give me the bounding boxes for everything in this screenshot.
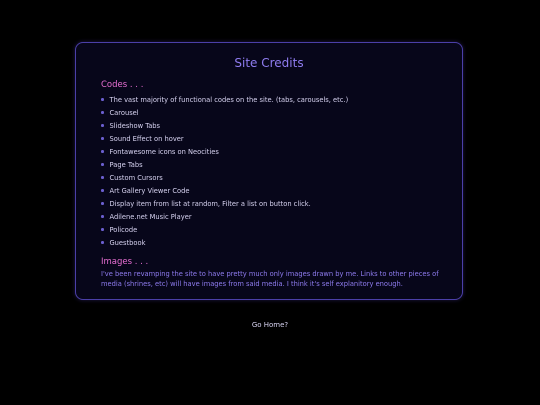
list-item[interactable] bbox=[101, 158, 348, 171]
images-description: I've been revamping the site to have pretty much only images drawn by me. Links to other pieces of media (shrines, etc) will have images from said media. I think it's self explanitory enough. bbox=[101, 270, 439, 288]
list-item-label: Carousel bbox=[109, 108, 139, 117]
list-item-label: Art Gallery Viewer Code bbox=[109, 186, 190, 195]
list-item-label: Custom Cursors bbox=[109, 173, 163, 182]
list-item-label: Guestbook bbox=[109, 238, 146, 247]
list-item[interactable] bbox=[101, 184, 348, 197]
list-item-label: Sound Effect on hover bbox=[109, 134, 184, 143]
list-item-label: Policode bbox=[109, 225, 138, 234]
list-item[interactable] bbox=[101, 119, 348, 132]
list-item-label: Adilene.net Music Player bbox=[109, 212, 192, 221]
list-item-label: Fontawesome icons on Neocities bbox=[109, 147, 219, 156]
list-item[interactable] bbox=[101, 210, 348, 223]
bullet-icon bbox=[101, 176, 104, 179]
list-item[interactable] bbox=[101, 223, 348, 236]
list-item-label: The vast majority of functional codes on the site. (tabs, carousels, etc.) bbox=[109, 95, 349, 104]
codes-heading: Codes . . . bbox=[101, 80, 144, 90]
bullet-icon bbox=[101, 137, 104, 140]
bullet-icon bbox=[101, 150, 104, 153]
list-item[interactable] bbox=[101, 106, 348, 119]
bullet-icon bbox=[101, 189, 104, 192]
list-item-label: Slideshow Tabs bbox=[109, 121, 161, 130]
go-home-link[interactable]: Go Home? bbox=[251, 321, 289, 329]
list-item-label: Page Tabs bbox=[109, 160, 143, 169]
list-item[interactable] bbox=[101, 197, 348, 210]
bullet-icon bbox=[101, 215, 104, 218]
codes-list bbox=[101, 93, 348, 249]
bullet-icon bbox=[101, 163, 104, 166]
list-item[interactable] bbox=[101, 171, 348, 184]
list-item[interactable] bbox=[101, 93, 348, 106]
bullet-icon bbox=[101, 228, 104, 231]
list-item-label: Display item from list at random, Filter a list on button click. bbox=[109, 199, 311, 208]
bullet-icon bbox=[101, 124, 104, 127]
list-item[interactable] bbox=[101, 145, 348, 158]
credits-panel bbox=[75, 42, 463, 300]
bullet-icon bbox=[101, 98, 104, 101]
bullet-icon bbox=[101, 111, 104, 114]
page-title: Site Credits bbox=[234, 56, 304, 70]
bullet-icon bbox=[101, 241, 104, 244]
images-heading: Images . . . bbox=[101, 257, 149, 267]
list-item[interactable] bbox=[101, 132, 348, 145]
bullet-icon bbox=[101, 202, 104, 205]
list-item[interactable] bbox=[101, 236, 348, 249]
